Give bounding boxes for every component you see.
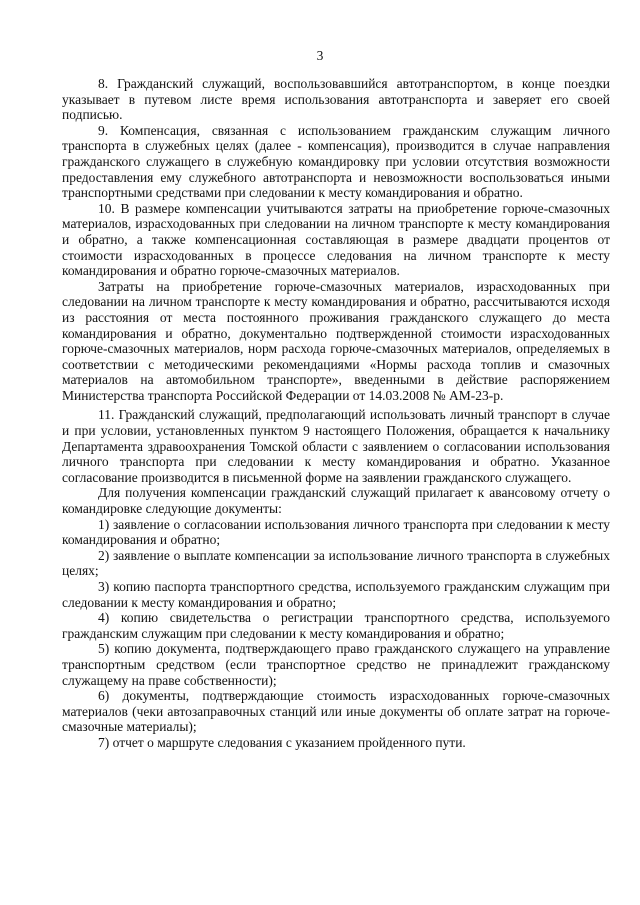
list-item-6: 6) документы, подтверждающие стоимость израсходованных горюче-смазочных материалов (чеки автозаправочных станций или иные документы об оплате затрат на горюче-смазочные материалы);: [62, 688, 610, 735]
paragraph-9: 9. Компенсация, связанная с использованием гражданским служащим личного транспорта в служебных целях (далее - компенсация), производится в случае направления гражданского служащего в служебную командировку при условии отсутствия возможности предоставления ему служебного автотранспорта и невозможности воспользоваться иными транспортными средствами при следовании к месту командирования и обратно.: [62, 122, 610, 201]
document-body: [62, 76, 610, 751]
list-item-3: 3) копию паспорта транспортного средства, используемого гражданским служащим при следовании к месту командирования и обратно;: [62, 579, 610, 610]
paragraph-10: 10. В размере компенсации учитываются затраты на приобретение горюче-смазочных материалов, израсходованных при следовании на личном транспорте к месту командирования и обратно, а также компенсационная составляющая в размере двадцати процентов от стоимости израсходованных в процессе следования на личном транспорте к месту командирования и обратно горюче-смазочных материалов.: [62, 200, 610, 279]
paragraph-11: 11. Гражданский служащий, предполагающий использовать личный транспорт в случае и при условии, установленных пунктом 9 настоящего Положения, обращается к начальнику Департамента здравоохранения Томской области с заявлением о согласовании использования личного транспорта при следовании к месту командирования и обратно. Указанное согласование производится в письменной форме на заявлении гражданского служащего.: [62, 407, 610, 485]
list-item-4: 4) копию свидетельства о регистрации транспортного средства, используемого гражданским служащим при следовании к месту командирования и обратно;: [62, 610, 610, 641]
list-item-5: 5) копию документа, подтверждающего право гражданского служащего на управление транспортным средством (если транспортное средство не принадлежит гражданскому служащему на праве собственности);: [62, 641, 610, 688]
list-item-2: 2) заявление о выплате компенсации за использование личного транспорта в служебных целях;: [62, 547, 610, 579]
paragraph-8: 8. Гражданский служащий, воспользовавшийся автотранспортом, в конце поездки указывает в путевом листе время использования автотранспорта и заверяет его своей подписью.: [62, 76, 610, 123]
list-item-7: 7) отчет о маршруте следования с указанием пройденного пути.: [98, 734, 466, 750]
paragraph-documents-intro: Для получения компенсации гражданский служащий прилагает к авансовому отчету о командировке следующие документы:: [62, 485, 610, 517]
page-number: 3: [316, 48, 324, 63]
paragraph-fuel-costs: Затраты на приобретение горюче-смазочных материалов, израсходованных при следовании на личном транспорте к месту командирования и обратно, рассчитываются исходя из расстояния от места постоянного проживания гражданского служащего до места командирования и обратно, документально подтвержденной стоимости израсходованных горюче-смазочных материалов, норм расхода горюче-смазочных материалов, определяемых в соответствии с методическими рекомендациями «Нормы расхода топлив и смазочных материалов на автомобильном транспорте», введенными в действие распоряжением Министерства транспорта Российской Федерации от 14.03.2008 № АМ-23-р.: [62, 278, 610, 403]
list-item-1: 1) заявление о согласовании использования личного транспорта при следовании к месту командирования и обратно;: [62, 516, 610, 548]
